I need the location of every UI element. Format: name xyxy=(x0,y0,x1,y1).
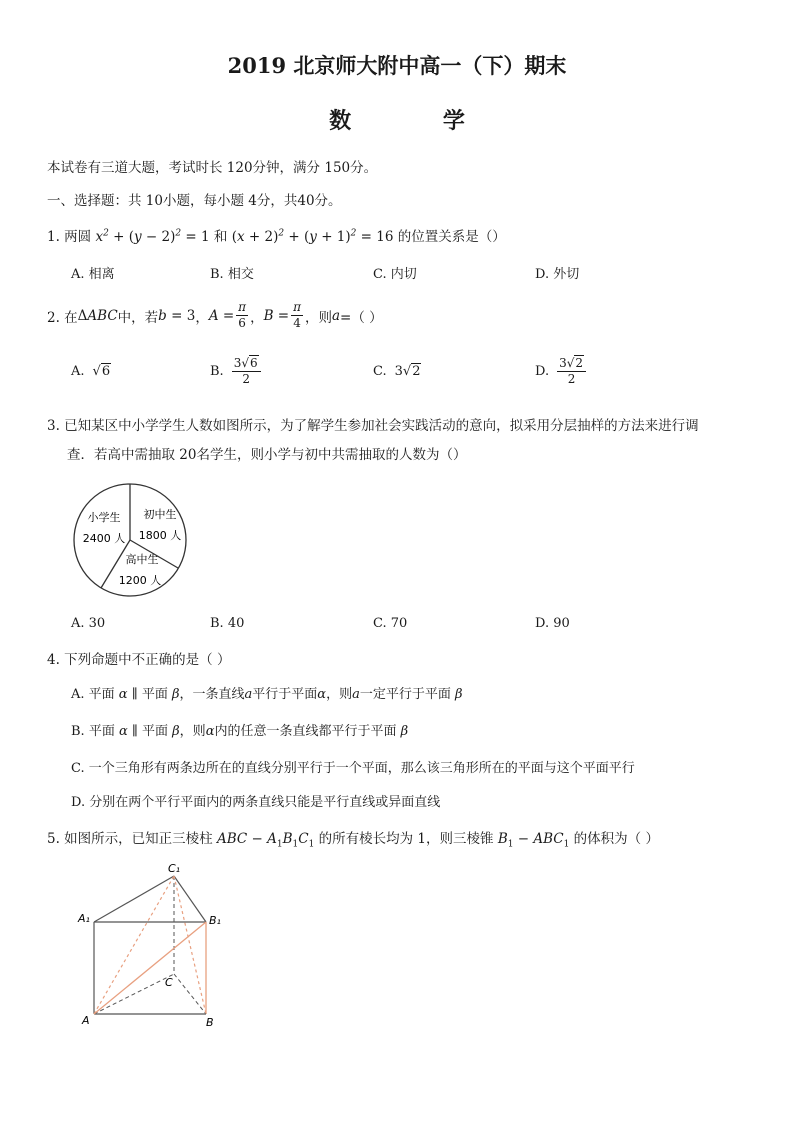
question-5: 5. 如图所示，已知正三棱柱 ABC − $A_1B_1C_1$ 的所有棱长均为 1，则三棱锥 $B_1 - ABC_1$ 的体积为（ ） xyxy=(47,831,659,850)
edge-a-c1 xyxy=(94,876,174,1014)
q2-suffix: ，则 xyxy=(304,309,332,326)
vertex-label-b1: B₁ xyxy=(209,914,221,927)
section-heading: 一、选择题：共 10小题，每小题 4分，共40分。 xyxy=(47,193,342,209)
vertex-label-a1: A₁ xyxy=(78,912,90,925)
question-3-line-2: 查．若高中需抽取 20名学生，则小学与初中共需抽取的人数为（） xyxy=(67,447,467,463)
vertex-label-c1: C₁ xyxy=(168,862,181,875)
q2-condition-b2: B = xyxy=(263,307,290,324)
student-pie-chart xyxy=(68,478,192,602)
exam-intro: 本试卷有三道大题，考试时长 120分钟，满分 150分。 xyxy=(47,160,378,176)
question-4: 4. 下列命题中不正确的是（ ） xyxy=(47,652,231,668)
q3-option-a[interactable]: A. 30 xyxy=(71,616,106,631)
q2-frac-pi-6: $\frac{\pi}{6}$ xyxy=(238,300,247,330)
pie-count-middle: 1800 人 xyxy=(138,529,182,542)
q1-equation-2: $(x + 2)^2 + (y + 1)^2 = 16$ xyxy=(231,228,394,245)
q2-option-c[interactable]: C. 3√2 xyxy=(373,364,421,379)
q5-pyramid: $B_1 - ABC_1$ xyxy=(497,831,570,850)
subject-title: 数 学 xyxy=(329,108,507,134)
q2-option-c-value: 3√2 xyxy=(394,364,421,379)
q2-unknown: a xyxy=(331,307,341,324)
q3-option-c[interactable]: C. 70 xyxy=(373,616,408,631)
q3-option-d[interactable]: D. 90 xyxy=(535,616,570,631)
page-title: 2019 北京师大附中高一（下）期末 xyxy=(227,53,567,78)
q1-option-b[interactable]: B. 相交 xyxy=(210,267,254,282)
pie-count-high: 1200 人 xyxy=(118,574,162,587)
prism-figure xyxy=(72,862,232,1030)
edge-a1-c1 xyxy=(94,876,174,922)
edge-c1-b1 xyxy=(174,876,206,922)
q1-option-a[interactable]: A. 相离 xyxy=(71,267,115,282)
q4-option-b[interactable]: B. 平面 α ∥ 平面 β，则α内的任意一条直线都平行于平面 β xyxy=(71,724,409,739)
q1-option-d[interactable]: D. 外切 xyxy=(535,267,580,282)
question-3-line-1: 3. 已知某区中小学学生人数如图所示，为了解学生参加社会实践活动的意向，拟采用分层抽样的方法来进行调 xyxy=(47,418,699,434)
edge-a-c-hidden xyxy=(94,974,174,1014)
q5-prism: ABC − $A_1B_1C_1$ xyxy=(216,831,315,850)
vertex-label-a: A xyxy=(82,1014,90,1027)
q4-option-a[interactable]: A. 平面 α ∥ 平面 β，一条直线a平行于平面α，则a一定平行于平面 β xyxy=(71,687,463,702)
q2-option-a[interactable]: A. √6 xyxy=(71,364,111,379)
q2-frac-pi-4: $\frac{\pi}{4}$ xyxy=(293,300,301,330)
q2-triangle: ΔABC xyxy=(77,307,118,324)
q1-equation-1: $x^2 + (y - 2)^2 = 1$ xyxy=(95,228,210,245)
q2-option-b-value: $\frac{3√6}{2}$ xyxy=(232,356,261,387)
q2-option-a-value: √6 xyxy=(92,364,111,379)
q2-paren: =（ ） xyxy=(340,309,383,326)
pie-label-middle: 初中生 xyxy=(143,508,177,521)
q2-option-b[interactable]: B. $\frac{3√6}{2}$ xyxy=(210,356,263,387)
question-2: 2. 在 ΔABC 中，若 b = 3 ， A = $\frac{\pi}{6}$ ， B = $\frac{\pi}{4}$ ，则 a =（ ） xyxy=(47,300,383,330)
q2-prefix: 2. 在 xyxy=(47,309,78,326)
q2-condition-b: b = 3 xyxy=(158,307,196,324)
q1-option-c[interactable]: C. 内切 xyxy=(373,267,417,282)
q4-option-d[interactable]: D. 分别在两个平行平面内的两条直线只能是平行直线或异面直线 xyxy=(71,795,441,810)
q1-and: 和 xyxy=(213,229,228,245)
pie-label-primary: 小学生 xyxy=(87,511,121,524)
question-1 xyxy=(47,225,506,245)
pie-label-high: 高中生 xyxy=(125,553,159,566)
q2-mid: 中，若 xyxy=(117,309,159,326)
q1-suffix: 的位置关系是（） xyxy=(397,229,506,245)
q2-option-d-value: $\frac{3√2}{2}$ xyxy=(557,356,586,387)
edge-a-b1 xyxy=(94,922,206,1014)
q3-option-b[interactable]: B. 40 xyxy=(210,616,245,631)
q2-option-d[interactable]: D. $\frac{3√2}{2}$ xyxy=(535,356,588,387)
pie-count-primary: 2400 人 xyxy=(82,532,126,545)
q1-prefix: 1. 两圆 xyxy=(47,229,92,245)
q4-option-c[interactable]: C. 一个三角形有两条边所在的直线分别平行于一个平面，那么该三角形所在的平面与这个平面平行 xyxy=(71,761,635,776)
vertex-label-b: B xyxy=(206,1016,214,1029)
q2-condition-a: A = xyxy=(208,307,235,324)
vertex-label-c: C xyxy=(165,976,173,989)
